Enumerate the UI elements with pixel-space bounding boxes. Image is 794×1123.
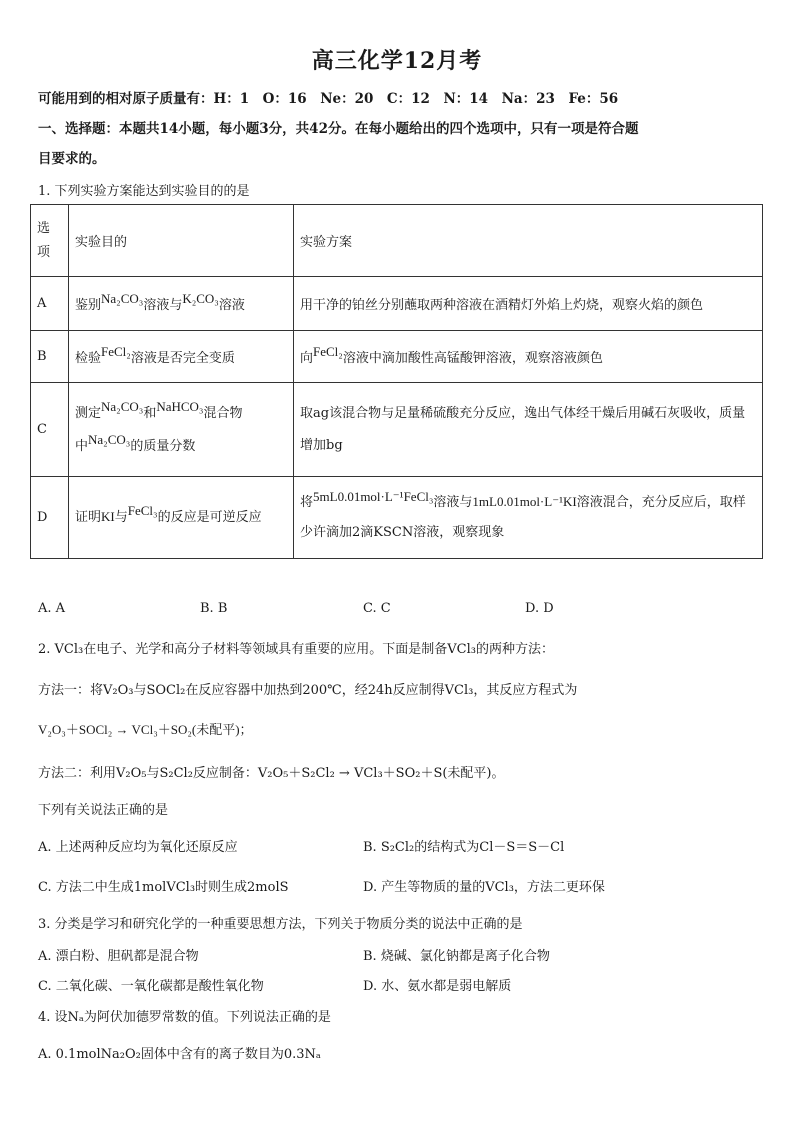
table-row — [31, 331, 763, 383]
header-aim: 实验目的 — [69, 205, 294, 277]
q3-option-d[interactable]: D. 水、氨水都是弱电解质 — [363, 979, 512, 994]
q2-option-b[interactable]: B. S₂Cl₂的结构式为Cl－S＝S－Cl — [363, 840, 565, 855]
table-header-row — [31, 205, 763, 277]
q3-option-a[interactable]: A. 漂白粉、胆矾都是混合物 — [38, 949, 199, 964]
q1-option-b[interactable]: B. B — [200, 601, 228, 616]
q3-stem: 3. 分类是学习和研究化学的一种重要思想方法，下列关于物质分类的说法中正确的是 — [38, 917, 523, 932]
q2-option-d[interactable]: D. 产生等物质的量的VCl₃，方法二更环保 — [363, 880, 605, 895]
page-title: 高三化学12月考 — [311, 48, 483, 74]
q4-option-a[interactable]: A. 0.1molNa₂O₂固体中含有的离子数目为0.3Nₐ — [38, 1047, 321, 1062]
row-plan: 向FeCl₂溶液中滴加酸性高锰酸钾溶液，观察溶液颜色 — [294, 331, 763, 383]
header-option: 选项 — [31, 205, 69, 277]
section-heading-line1: 一、选择题：本题共14小题，每小题3分，共42分。在每小题给出的四个选项中，只有一项是符合题 — [38, 121, 639, 137]
q4-stem: 4. 设Nₐ为阿伏加德罗常数的值。下列说法正确的是 — [38, 1010, 331, 1025]
atomic-masses: 可能用到的相对原子质量有：H：1 O：16 Ne：20 C：12 N：14 Na：23 Fe：56 — [38, 91, 619, 107]
q2-equation1: V₂O₃＋SOCl₂ → VCl₃＋SO₂(未配平)； — [38, 722, 253, 737]
row-option: C — [31, 383, 69, 477]
row-plan: 取ag该混合物与足量稀硫酸充分反应，逸出气体经干燥后用碱石灰吸收，质量增加bg — [294, 383, 763, 477]
q2-stem: 2. VCl₃在电子、光学和高分子材料等领域具有重要的应用。下面是制备VCl₃的两种方法： — [38, 642, 554, 657]
q2-ask: 下列有关说法正确的是 — [38, 803, 169, 818]
q1-stem: 1. 下列实验方案能达到实验目的的是 — [38, 184, 250, 199]
q1-option-c[interactable]: C. C — [363, 601, 391, 616]
section-heading-line2: 目要求的。 — [38, 151, 106, 167]
table-row — [31, 277, 763, 331]
q2-method2: 方法二：利用V₂O₅与S₂Cl₂反应制备：V₂O₅＋S₂Cl₂ → VCl₃＋SO₂＋S(未配平)。 — [38, 766, 505, 781]
row-option: D — [31, 477, 69, 559]
row-aim: 鉴别Na₂CO₃溶液与K₂CO₃溶液 — [69, 277, 294, 331]
table-row — [31, 477, 763, 559]
row-aim: 证明KI与FeCl₃的反应是可逆反应 — [69, 477, 294, 559]
q1-option-d[interactable]: D. D — [525, 601, 554, 616]
row-option: B — [31, 331, 69, 383]
row-plan: 将5mL0.01mol·L⁻¹FeCl₃溶液与1mL0.01mol·L⁻¹KI溶液混合，充分反应后，取样少许滴加2滴KSCN溶液，观察现象 — [294, 477, 763, 559]
q3-option-b[interactable]: B. 烧碱、氯化钠都是离子化合物 — [363, 949, 550, 964]
header-plan: 实验方案 — [294, 205, 763, 277]
q3-option-c[interactable]: C. 二氧化碳、一氧化碳都是酸性氧化物 — [38, 979, 264, 994]
row-aim: 测定Na₂CO₃和NaHCO₃混合物 中Na₂CO₃的质量分数 — [69, 383, 294, 477]
row-aim: 检验FeCl₂溶液是否完全变质 — [69, 331, 294, 383]
table-row — [31, 383, 763, 477]
q1-experiment-table — [30, 204, 763, 559]
q2-method1: 方法一：将V₂O₃与SOCl₂在反应容器中加热到200℃，经24h反应制得VCl₃，其反应方程式为 — [38, 683, 578, 698]
q2-option-c[interactable]: C. 方法二中生成1molVCl₃时则生成2molS — [38, 880, 289, 895]
q2-option-a[interactable]: A. 上述两种反应均为氧化还原反应 — [38, 840, 238, 855]
row-option: A — [31, 277, 69, 331]
q1-option-a[interactable]: A. A — [38, 601, 66, 616]
row-plan: 用干净的铂丝分别蘸取两种溶液在酒精灯外焰上灼烧，观察火焰的颜色 — [294, 277, 763, 331]
